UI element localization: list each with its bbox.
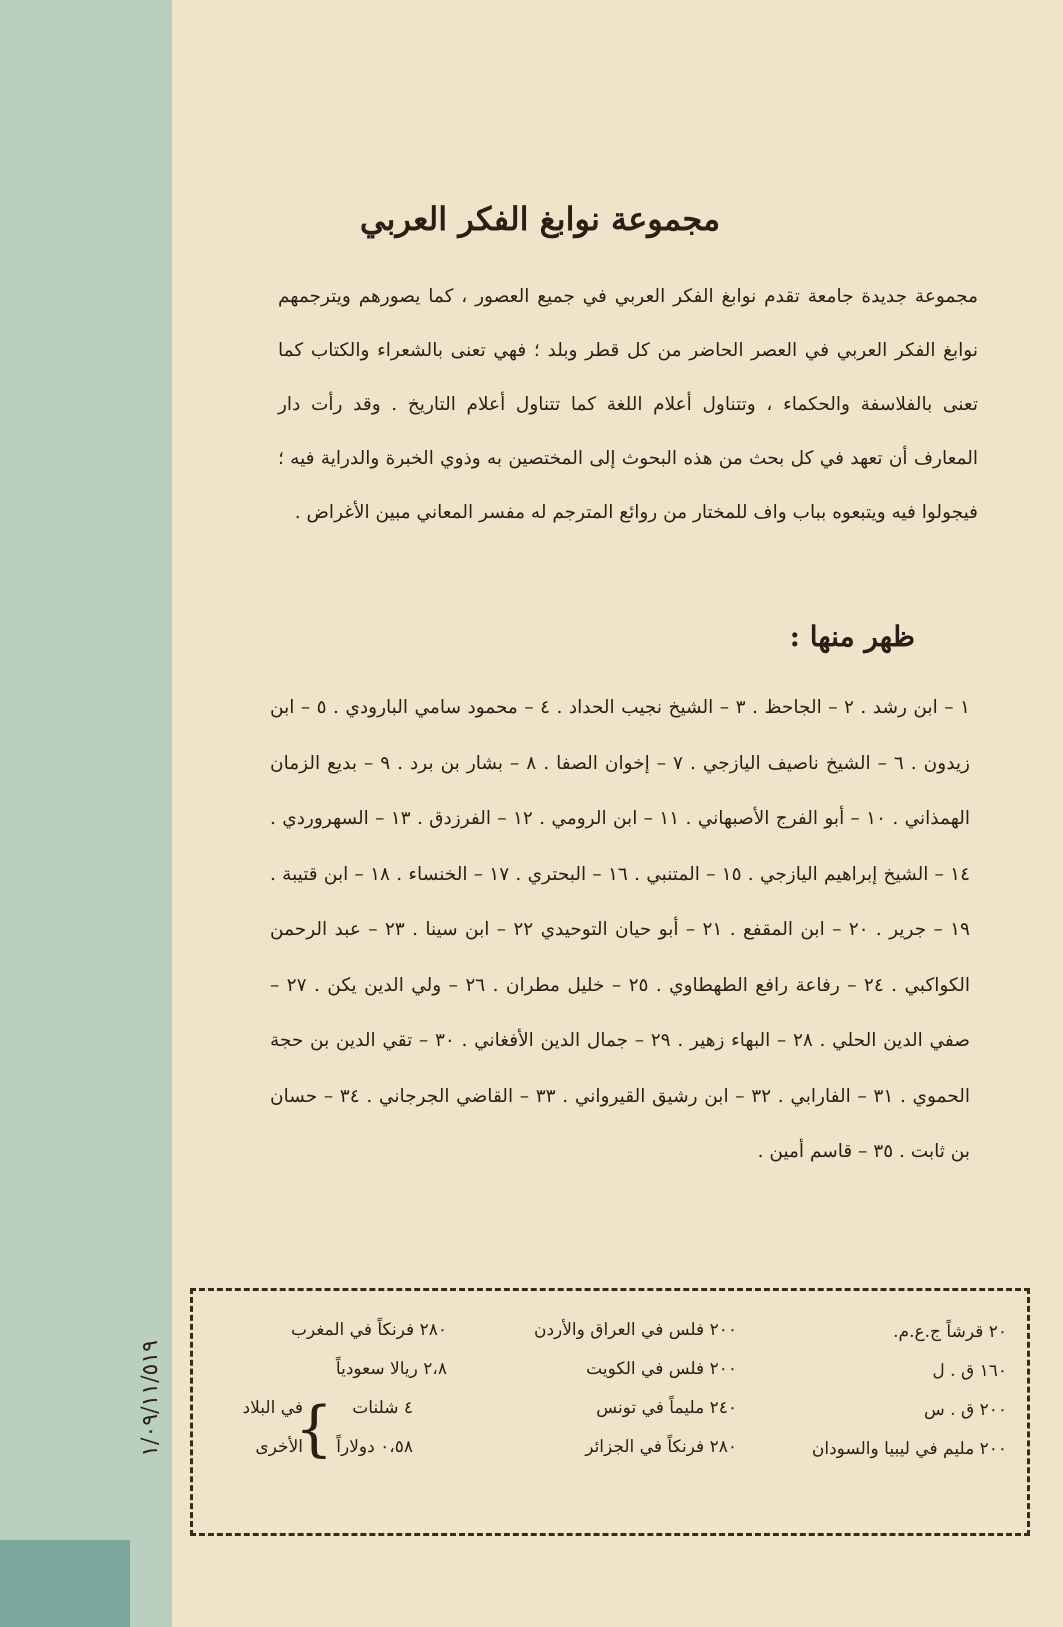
- price-column-2: [447, 1311, 737, 1467]
- price-row: ٢٠٠ فلس في الكويت: [586, 1359, 737, 1379]
- page-title: مجموعة نوابغ الفكر العربي: [359, 200, 721, 238]
- price-row: ٢٠٠ فلس في العراق والأردن: [533, 1320, 737, 1340]
- published-heading: ظهر منها :: [789, 620, 915, 653]
- price-column-1: [797, 1313, 1007, 1469]
- brace-label-line: الأخرى: [255, 1437, 303, 1457]
- price-row: ٢٨٠ فرنكاً في المغرب: [290, 1320, 447, 1340]
- price-row: ٢٠٠ ق . س: [924, 1400, 1007, 1420]
- intro-paragraph: مجموعة جديدة جامعة تقدم نوابغ الفكر العربي في جميع العصور ، كما يصورهم ويترجمهم نوابغ الفكر العربي في العصر الحاضر من كل قطر وبلد ؛ فهي تعنى بالشعراء والكتاب كما تعنى بالفلاسفة والحكماء ، وتتناول أعلام اللغة كما تتناول أعلام التاريخ . وقد رأت دار المعارف أن تعهد في كل بحث من هذه البحوث إلى المختصين به وذوي الخبرة والدراية فيه ؛ فيجولوا فيه ويتبعوه بباب واف للمختار من روائع المترجم له مفسر المعاني مبين الأغراض .: [278, 286, 978, 523]
- price-row: ١٦٠ ق . ل: [932, 1361, 1007, 1381]
- brace-values: [336, 1389, 413, 1467]
- price-box: [190, 1288, 1030, 1536]
- price-row: ٢٠٠ مليم في ليبيا والسودان: [811, 1439, 1007, 1459]
- price-row: ٢٤٠ مليماً في تونس: [596, 1398, 737, 1418]
- price-row: ٢،٨ ريالا سعودياً: [335, 1359, 447, 1379]
- published-titles-list: ١ – ابن رشد . ٢ – الجاحظ . ٣ – الشيخ نجيب الحداد . ٤ – محمود سامي البارودي . ٥ – ابن زيدون . ٦ – الشيخ ناصيف اليازجي . ٧ – إخوان الصفا . ٨ – بشار بن برد . ٩ – بديع الزمان الهمذاني . ١٠ – أبو الفرج الأصبهاني . ١١ – ابن الرومي . ١٢ – الفرزدق . ١٣ – السهروردي . ١٤ – الشيخ إبراهيم اليازجي . ١٥ – المتنبي . ١٦ – البحتري . ١٧ – الخنساء . ١٨ – ابن قتيبة . ١٩ – جرير . ٢٠ – ابن المقفع . ٢١ – أبو حيان التوحيدي ٢٢ – ابن سينا . ٢٣ – عبد الرحمن الكواكبي . ٢٤ – رفاعة رافع الطهطاوي . ٢٥ – خليل مطران . ٢٦ – ولي الدين يكن . ٢٧ – صفي الدين الحلي . ٢٨ – البهاء زهير . ٢٩ – جمال الدين الأفغاني . ٣٠ – تقي الدين بن حجة الحموي . ٣١ – الفارابي . ٣٢ – ابن رشيق القيرواني . ٣٣ – القاضي الجرجاني . ٣٤ – حسان بن ثابت . ٣٥ – قاسم أمين .: [270, 697, 971, 1162]
- brace-value: ٠،٥٨ دولاراً: [336, 1437, 413, 1457]
- brace-label-line: في البلاد: [242, 1398, 303, 1418]
- price-row: ٢٨٠ فرنكاً في الجزائر: [585, 1437, 737, 1457]
- brace-value: ٤ شلنات: [352, 1398, 413, 1418]
- brace-symbol: }: [294, 1394, 333, 1464]
- side-date-stamp: ١/٠٩/١١/٥١٩: [138, 1340, 163, 1457]
- price-column-3: [207, 1311, 447, 1389]
- brace-label: [243, 1389, 303, 1467]
- price-row: ٢٠ قرشاً ج.ع.م.: [893, 1322, 1007, 1342]
- price-brace-group: [223, 1389, 413, 1469]
- book-cover-corner: [0, 1540, 130, 1627]
